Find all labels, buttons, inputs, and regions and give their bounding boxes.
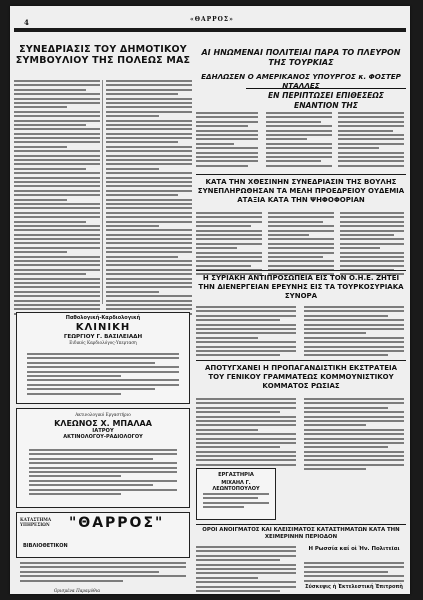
rule: [196, 270, 406, 271]
parliament-col-2: [268, 212, 334, 278]
left-headline: ΣΥΝΕΔΡΙΑΣΙΣ ΤΟΥ ΔΗΜΟΤΙΚΟΥ ΣΥΜΒΟΥΛΙΟΥ ΤΗΣ ΠΟΛΕΩΣ ΜΑΣ: [15, 44, 191, 66]
main-deck: ΕΝ ΠΕΡΙΠΤΩΣΕΙ ΕΠΙΘΕΣΕΩΣ ΕΝΑΝΤΙΟΝ ΤΗΣ: [246, 88, 406, 111]
store-hours-headline: ΟΡΟΙ ΑΝΟΙΓΜΑΤΟΣ ΚΑΙ ΚΛΕΙΣΙΜΑΤΟΣ ΚΑΤΑΣΤΗΜΑΤΩΝ ΚΑΤΑ ΤΗΝ ΧΕΙΜΕΡΙΝΗΝ ΠΕΡΙΟΔΟΝ: [202, 527, 400, 540]
syria-col-1: [196, 306, 296, 359]
parliament-col-1: [196, 212, 262, 278]
page-number: 4: [24, 18, 29, 27]
propaganda-headline: ΑΠΟΤΥΓΧΑΝΕΙ Η ΠΡΟΠΑΓΑΝΔΙΣΤΙΚΗ ΕΚΣΤΡΑΤΕΙΑ ΤΟΥ ΓΕΝΙΚΟΥ ΓΡΑΜΜΑΤΕΩΣ ΚΟΜΜΟΥΝΙΣΤΙΚΟΥ ΚΟΜΜΑΤΟΣ ΡΩΣΙΑΣ: [204, 364, 398, 390]
workshop-ad-body: [203, 493, 269, 511]
column-divider: [102, 80, 103, 304]
lead-story-col-1: [196, 112, 258, 169]
committee-headline: Σύσκεψις ἡ Ἐκτελεστική Ἐπιτροπὴ: [305, 584, 403, 590]
left-article-col-2: [106, 80, 192, 317]
rule: [196, 360, 406, 361]
services-ad: [16, 512, 190, 558]
workshop-ad: [196, 468, 276, 520]
radiologist-ad-role: ΙΑΤΡΟΥ: [92, 428, 114, 435]
radiologist-ad-body: [29, 449, 177, 497]
services-ad-brand: "ΘΑΡΡΟΣ": [69, 515, 165, 531]
left-column: [14, 36, 192, 594]
right-column: [196, 36, 406, 594]
store-hours-body: [196, 546, 296, 594]
services-ad-label: ΚΑΤΑΣΤΗΜΑ ΥΠΗΡΕΣΙΩΝ: [20, 517, 52, 528]
radiologist-ad-sub: ΑΚΤΙΝΟΛΟΓΟΥ-ΡΑΔΙΟΛΟΓΟΥ: [63, 434, 143, 441]
workshop-ad-name: ΜΙΧΑΗΛ Γ. ΛΕΩΝΤΟΠΟΥΛΟΥ: [212, 480, 260, 492]
radiologist-ad-name: ΚΛΕΩΝΟΣ Χ. ΜΠΑΛΑΑ: [54, 419, 152, 429]
left-footer-text: [20, 562, 186, 584]
syria-col-2: [304, 306, 404, 359]
main-subheadline: ΕΔΗΛΩΣΕΝ Ο ΑΜΕΡΙΚΑΝΟΣ ΥΠΟΥΡΓΟΣ κ. ΦΟΣΤΕΡ ΝΤΑΛΛΕΣ: [201, 72, 401, 90]
lead-story-col-2: [266, 112, 332, 169]
parliament-headline: ΚΑΤΑ ΤΗΝ ΧΘΕΣΙΝΗΝ ΣΥΝΕΔΡΙΑΣΙΝ ΤΗΣ ΒΟΥΛΗΣ ΣΥΝΕΠΛΗΡΩΘΗΣΑΝ ΤΑ ΜΕΛΗ ΠΡΟΕΔΡΕΙΟΥ ΟΥΔΕΜΙΑ ΑΤΑΞΙΑ ΚΑΤΑ ΤΗΝ ΨΗΦΟΦΟΡΙΑΝ: [197, 178, 405, 204]
clinic-ad-body: [27, 353, 179, 397]
rule: [196, 174, 406, 175]
syria-headline: Η ΣΥΡΙΑΚΗ ΑΝΤΙΠΡΟΣΩΠΕΙΑ ΕΙΣ ΤΟΝ Ο.Η.Ε. ΖΗΤΕΙ ΤΗΝ ΔΙΕΝΕΡΓΕΙΑΝ ΕΡΕΥΝΗΣ ΕΙΣ ΤΑ ΤΟΥΡΚΟΣΥΡΙΑΚΑ ΣΥΝΟΡΑ: [198, 274, 404, 300]
workshop-ad-title: ΕΡΓΑΣΤΗΡΙΑ: [218, 472, 254, 478]
top-rule: [14, 28, 406, 32]
main-headline: ΑΙ ΗΝΩΜΕΝΑΙ ΠΟΛΙΤΕΙΑΙ ΠΑΡΑ ΤΟ ΠΛΕΥΡΟΝ ΤΗΣ ΤΟΥΡΚΙΑΣ: [201, 48, 401, 67]
services-ad-sub: ΒΙΒΛΙΟΘΕΤΙΚΟΝ: [23, 543, 68, 549]
newspaper-page: [10, 6, 410, 594]
radiologist-ad-topline: Ακτινολογικό Εργαστήριο: [75, 412, 131, 417]
clinic-ad-name: ΚΛΙΝΙΚΗ: [75, 322, 131, 333]
left-article-col-1: [14, 80, 100, 317]
clinic-ad: [16, 312, 190, 404]
propaganda-col-2: [304, 398, 404, 473]
parliament-col-3: [340, 212, 404, 278]
propaganda-col-1: [196, 398, 296, 473]
clinic-ad-tag: Ειδικός Καρδιολόγος-Υπερταση: [69, 340, 137, 345]
russia-us-headline: Η Ρωσσία καί οἱ Ἡν. Πολιτεῖαι: [308, 546, 400, 552]
radiologist-ad: [16, 408, 190, 508]
lead-story-col-3: [338, 112, 404, 169]
rule: [196, 524, 406, 525]
clinic-ad-topline: Παθολογική-Καρδιολογική: [65, 315, 141, 321]
masthead: «ΘΑΡΡΟΣ»: [190, 16, 234, 23]
russia-us-body: [304, 562, 404, 584]
clinic-ad-doctor: ΓΕΩΡΓΙΟΥ Γ. ΒΑΣΙΛΕΙΑΔΗ: [63, 334, 143, 340]
left-footer-sign: Ορισμένα Παραμύθια: [54, 588, 101, 593]
